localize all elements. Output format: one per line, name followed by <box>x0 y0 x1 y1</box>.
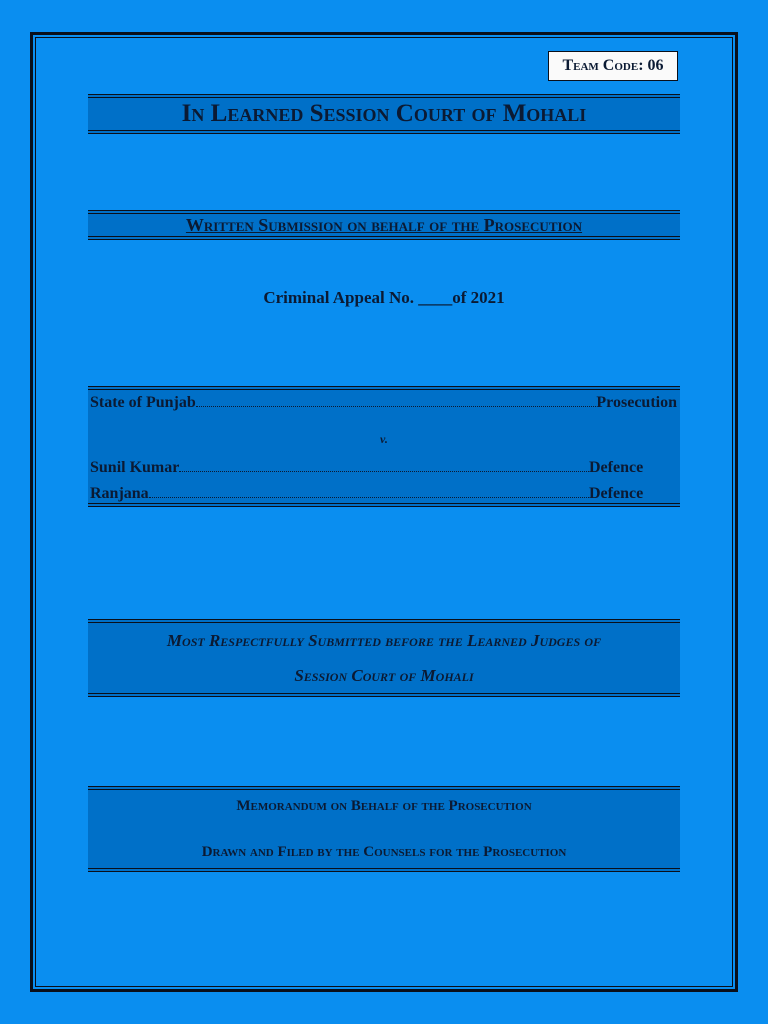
submission-title <box>88 210 680 240</box>
party-row-petitioner <box>90 394 677 412</box>
team-code-box: Team Code: 06 <box>548 51 678 81</box>
submitted-before-line: Most Respectfully Submitted before the Learned Judges of <box>166 631 602 650</box>
party-name: Ranjana <box>90 485 149 502</box>
criminal-appeal-number: Criminal Appeal No. ____of 2021 <box>263 288 505 307</box>
parties-block <box>88 386 680 507</box>
submission-title-text: Written Submission on behalf of the Prosecution <box>185 214 583 235</box>
versus-label: v. <box>380 432 388 446</box>
memorandum-line: Drawn and Filed by the Counsels for the Prosecution <box>201 844 567 860</box>
party-name: Sunil Kumar <box>90 459 180 476</box>
party-row-respondent <box>90 485 677 503</box>
party-role: Prosecution <box>596 394 677 411</box>
court-title <box>88 94 680 134</box>
leader-dots <box>149 496 589 498</box>
party-role: Defence <box>589 459 644 476</box>
memorandum-line: Memorandum on Behalf of the Prosecution <box>236 798 532 814</box>
submitted-before-block <box>88 619 680 697</box>
court-title-text: In Learned Session Court of Mohali <box>181 100 587 127</box>
leader-dots <box>196 405 597 407</box>
submitted-before-line: Session Court of Mohali <box>294 666 474 685</box>
leader-dots <box>179 470 589 472</box>
memorandum-block <box>88 786 680 872</box>
party-name: State of Punjab <box>90 394 196 411</box>
party-row-respondent <box>90 459 677 477</box>
party-role: Defence <box>589 485 644 502</box>
